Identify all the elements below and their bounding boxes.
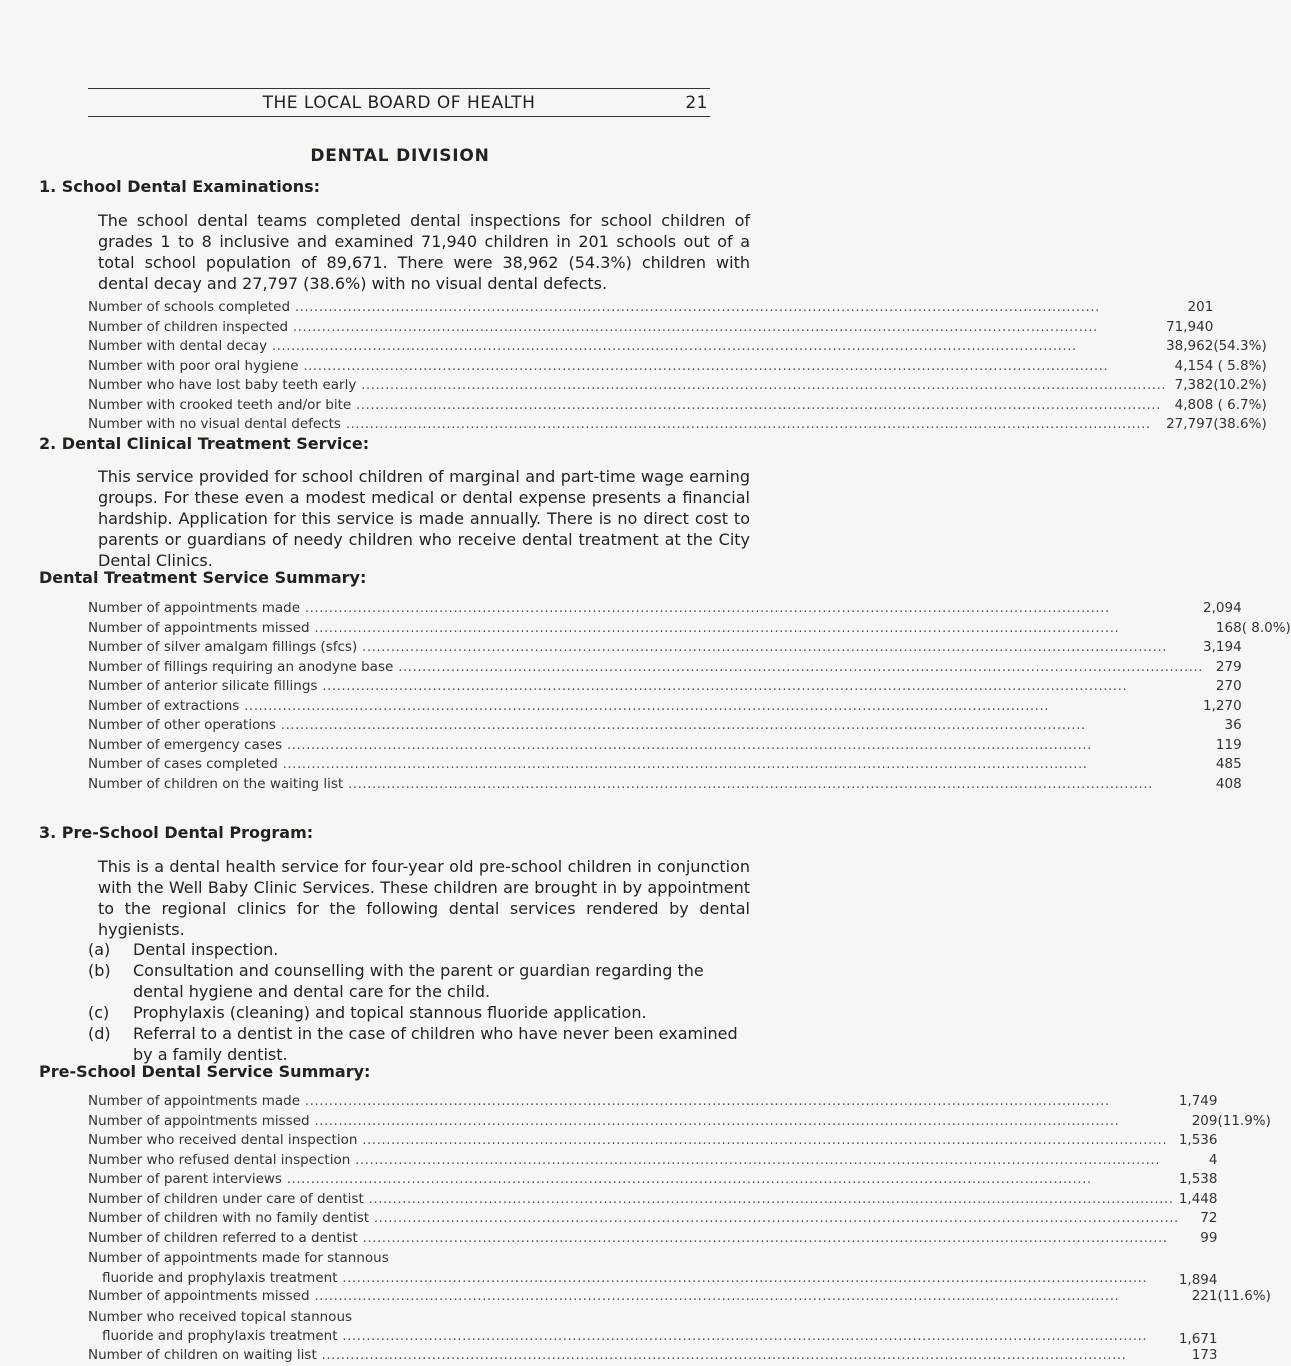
row-percentage — [1242, 678, 1291, 698]
row-percentage — [1242, 737, 1291, 757]
row-value: 1,538 — [1179, 1171, 1218, 1191]
row-value: 408 — [1203, 776, 1242, 796]
row-percentage — [1217, 1347, 1270, 1366]
row-percentage: (11.9%) — [1217, 1113, 1270, 1133]
table-row — [88, 1191, 1271, 1211]
table-row — [88, 1210, 1271, 1230]
row-percentage — [1242, 600, 1291, 620]
school-paragraph — [50, 210, 750, 294]
row-label — [88, 1171, 1179, 1191]
row-percentage: ( 8.0%) — [1242, 620, 1291, 640]
row-label-text: Number of children referred to a dentist ..... — [88, 1230, 1168, 1246]
row-label — [88, 1113, 1179, 1133]
row-label — [88, 358, 1166, 378]
section-heading-school: 1. School Dental Examinations: — [39, 177, 320, 196]
row-label — [88, 776, 1203, 796]
row-label — [88, 737, 1203, 757]
row-value: 1,894 — [1179, 1249, 1218, 1288]
table-row — [88, 1308, 1271, 1347]
row-label-text: Number of cases completed ..... — [88, 756, 1088, 772]
row-label-text: Number of appointments made ..... — [88, 600, 1110, 616]
row-label-text: Number of children on the waiting list ..... — [88, 776, 1153, 792]
row-label-text: Number with no visual dental defects ..... — [88, 416, 1151, 432]
row-percentage — [1242, 756, 1291, 776]
row-percentage: (11.6%) — [1217, 1288, 1270, 1308]
clinical-stats-table — [88, 600, 1291, 795]
list-item-text: Consultation and counselling with the parent or guardian regarding the dental hygiene and dental care for the child. — [133, 961, 704, 1001]
table-row — [88, 1230, 1271, 1250]
row-label — [88, 678, 1203, 698]
row-label-text: Number of emergency cases ..... — [88, 737, 1092, 753]
row-label-text: Number who have lost baby teeth early ..... — [88, 377, 1166, 393]
table-row — [88, 358, 1267, 378]
table-row — [88, 1132, 1271, 1152]
row-percentage — [1217, 1308, 1270, 1347]
row-label-text: Number of children inspected ..... — [88, 319, 1098, 335]
table-row — [88, 717, 1291, 737]
table-row — [88, 659, 1291, 679]
row-label — [88, 1249, 1179, 1288]
row-value: 1,536 — [1179, 1132, 1218, 1152]
row-percentage — [1242, 776, 1291, 796]
preschool-paragraph — [50, 856, 750, 940]
row-value: 71,940 — [1166, 319, 1213, 339]
row-value: 279 — [1203, 659, 1242, 679]
row-label-text: Number of appointments missed ..... — [88, 1288, 1119, 1304]
table-row — [88, 1093, 1271, 1113]
table-row — [88, 1249, 1271, 1288]
row-value: 270 — [1203, 678, 1242, 698]
row-value: 4,808 — [1166, 397, 1213, 417]
row-value: 1,270 — [1203, 698, 1242, 718]
list-item-text: Prophylaxis (cleaning) and topical stannous fluoride application. — [133, 1003, 647, 1022]
table-row — [88, 1113, 1271, 1133]
page-number: 21 — [685, 93, 708, 113]
row-label-text: Number of schools completed ..... — [88, 299, 1100, 315]
table-row — [88, 600, 1291, 620]
row-label-text: Number of appointments made ..... — [88, 1093, 1110, 1109]
row-value: 2,094 — [1203, 600, 1242, 620]
section-heading-preschool: 3. Pre-School Dental Program: — [39, 823, 313, 842]
table-row — [88, 1288, 1271, 1308]
row-value: 221 — [1179, 1288, 1218, 1308]
row-label-text: Number with crooked teeth and/or bite ..... — [88, 397, 1161, 413]
row-value: 201 — [1166, 299, 1213, 319]
row-percentage — [1242, 717, 1291, 737]
row-label-text: Number of children on waiting list ..... — [88, 1347, 1126, 1363]
table-row — [88, 756, 1291, 776]
preschool-summary-heading: Pre-School Dental Service Summary: — [39, 1062, 370, 1081]
row-label — [88, 620, 1203, 640]
row-value: 3,194 — [1203, 639, 1242, 659]
row-value: 209 — [1179, 1113, 1218, 1133]
row-value: 7,382 — [1166, 377, 1213, 397]
row-label-text: Number of appointments missed ..... — [88, 1113, 1119, 1129]
row-label — [88, 397, 1166, 417]
row-percentage: ( 6.7%) — [1213, 397, 1266, 417]
list-item — [88, 960, 748, 1002]
section-heading-clinical: 2. Dental Clinical Treatment Service: — [39, 434, 369, 453]
row-value: 1,671 — [1179, 1308, 1218, 1347]
list-item-marker: (d) — [88, 1023, 111, 1044]
row-label-text: Number of other operations ..... — [88, 717, 1086, 733]
row-label — [88, 659, 1203, 679]
header-title: THE LOCAL BOARD OF HEALTH — [88, 93, 710, 113]
row-value: 1,448 — [1179, 1191, 1218, 1211]
list-item-marker: (b) — [88, 960, 111, 981]
school-paragraph-text: The school dental teams completed dental inspections for school children of grades 1 to 8 inclusive and examined 71,940 children in 201 schools out of a total school population of 89,671. There were 38,962 (54.3%) children with dental decay and 27,797 (38.6%) with no visual dental defects. — [50, 210, 750, 294]
row-label — [88, 1230, 1179, 1250]
list-item — [88, 939, 748, 960]
table-row — [88, 1152, 1271, 1172]
row-label — [88, 338, 1166, 358]
row-label-text: Number of children with no family dentist ..... — [88, 1210, 1179, 1226]
row-percentage — [1242, 659, 1291, 679]
row-percentage — [1217, 1132, 1270, 1152]
school-stats-table — [88, 299, 1267, 436]
row-label-text: Number with poor oral hygiene ..... — [88, 358, 1108, 374]
row-label-text: Number of parent interviews ..... — [88, 1171, 1092, 1187]
table-row — [88, 776, 1291, 796]
table-row — [88, 698, 1291, 718]
list-item-text: Referral to a dentist in the case of children who have never been examined by a family dentist. — [133, 1024, 738, 1064]
clinical-paragraph — [50, 466, 750, 571]
row-label — [88, 319, 1166, 339]
row-label-line1: Number of appointments made for stannous — [88, 1249, 1179, 1269]
row-percentage — [1217, 1093, 1270, 1113]
row-label-line2: fluoride and prophylaxis treatment ..... — [102, 1270, 1147, 1286]
list-item-marker: (c) — [88, 1002, 109, 1023]
row-value: 119 — [1203, 737, 1242, 757]
row-percentage — [1217, 1210, 1270, 1230]
row-label-text: Number of silver amalgam fillings (sfcs) ..... — [88, 639, 1167, 655]
row-label — [88, 1191, 1179, 1211]
table-row — [88, 639, 1291, 659]
row-label — [88, 1152, 1179, 1172]
row-value: 27,797 — [1166, 416, 1213, 436]
row-label-text: Number of anterior silicate fillings ..... — [88, 678, 1127, 694]
header-rule-top — [88, 88, 710, 89]
row-label — [88, 1210, 1179, 1230]
row-percentage — [1213, 299, 1266, 319]
row-label — [88, 1132, 1179, 1152]
page-header — [88, 93, 710, 117]
table-row — [88, 338, 1267, 358]
table-row — [88, 1347, 1271, 1366]
table-row — [88, 299, 1267, 319]
row-percentage — [1217, 1171, 1270, 1191]
clinical-paragraph-text: This service provided for school children of marginal and part-time wage earning groups. For these even a modest medical or dental expense presents a financial hardship. Application for this service is made annually. There is no direct cost to parents or guardians of needy children who receive dental treatment at the City Dental Clinics. — [50, 466, 750, 571]
row-percentage: (10.2%) — [1213, 377, 1266, 397]
table-row — [88, 416, 1267, 436]
row-value: 485 — [1203, 756, 1242, 776]
row-percentage — [1213, 319, 1266, 339]
row-percentage: (54.3%) — [1213, 338, 1266, 358]
row-label — [88, 299, 1166, 319]
list-item — [88, 1002, 748, 1023]
table-row — [88, 737, 1291, 757]
preschool-paragraph-text: This is a dental health service for four-year old pre-school children in conjunction with the Well Baby Clinic Services. These children are brought in by appointment to the regional clinics for the following dental services rendered by dental hygienists. — [50, 856, 750, 940]
row-percentage — [1217, 1249, 1270, 1288]
list-item-text: Dental inspection. — [133, 940, 278, 959]
row-percentage — [1217, 1191, 1270, 1211]
table-row — [88, 397, 1267, 417]
clinical-summary-heading: Dental Treatment Service Summary: — [39, 568, 366, 587]
list-item-marker: (a) — [88, 939, 110, 960]
row-value: 36 — [1203, 717, 1242, 737]
row-value: 72 — [1179, 1210, 1218, 1230]
list-item — [88, 1023, 748, 1065]
row-label-text: Number of fillings requiring an anodyne base ..... — [88, 659, 1203, 675]
header-rule-bottom — [88, 116, 710, 117]
row-label — [88, 717, 1203, 737]
row-percentage: ( 5.8%) — [1213, 358, 1266, 378]
row-percentage — [1242, 698, 1291, 718]
row-percentage — [1217, 1152, 1270, 1172]
table-row — [88, 620, 1291, 640]
row-label-text: Number who received dental inspection ..... — [88, 1132, 1167, 1148]
row-value: 168 — [1203, 620, 1242, 640]
row-label — [88, 600, 1203, 620]
preschool-services-list — [88, 939, 748, 1065]
row-label — [88, 416, 1166, 436]
row-percentage: (38.6%) — [1213, 416, 1266, 436]
row-value: 4 — [1179, 1152, 1218, 1172]
table-row — [88, 377, 1267, 397]
row-value: 4,154 — [1166, 358, 1213, 378]
division-title: DENTAL DIVISION — [0, 146, 800, 166]
row-label — [88, 639, 1203, 659]
row-label — [88, 377, 1166, 397]
row-value: 173 — [1179, 1347, 1218, 1366]
table-row — [88, 1171, 1271, 1191]
row-value: 1,749 — [1179, 1093, 1218, 1113]
table-row — [88, 678, 1291, 698]
row-label-line1: Number who received topical stannous — [88, 1308, 1179, 1328]
row-label — [88, 1308, 1179, 1347]
row-label — [88, 698, 1203, 718]
row-label-text: Number who refused dental inspection ..... — [88, 1152, 1160, 1168]
row-label — [88, 1288, 1179, 1308]
row-value: 99 — [1179, 1230, 1218, 1250]
table-row — [88, 319, 1267, 339]
row-percentage — [1242, 639, 1291, 659]
row-value: 38,962 — [1166, 338, 1213, 358]
preschool-stats-table — [88, 1093, 1271, 1366]
row-label-text: Number with dental decay ..... — [88, 338, 1077, 354]
row-percentage — [1217, 1230, 1270, 1250]
row-label-text: Number of children under care of dentist ..... — [88, 1191, 1174, 1207]
row-label-text: Number of extractions ..... — [88, 698, 1049, 714]
row-label — [88, 1347, 1179, 1366]
row-label — [88, 1093, 1179, 1113]
row-label-line2: fluoride and prophylaxis treatment ..... — [102, 1328, 1147, 1344]
row-label — [88, 756, 1203, 776]
row-label-text: Number of appointments missed ..... — [88, 620, 1119, 636]
